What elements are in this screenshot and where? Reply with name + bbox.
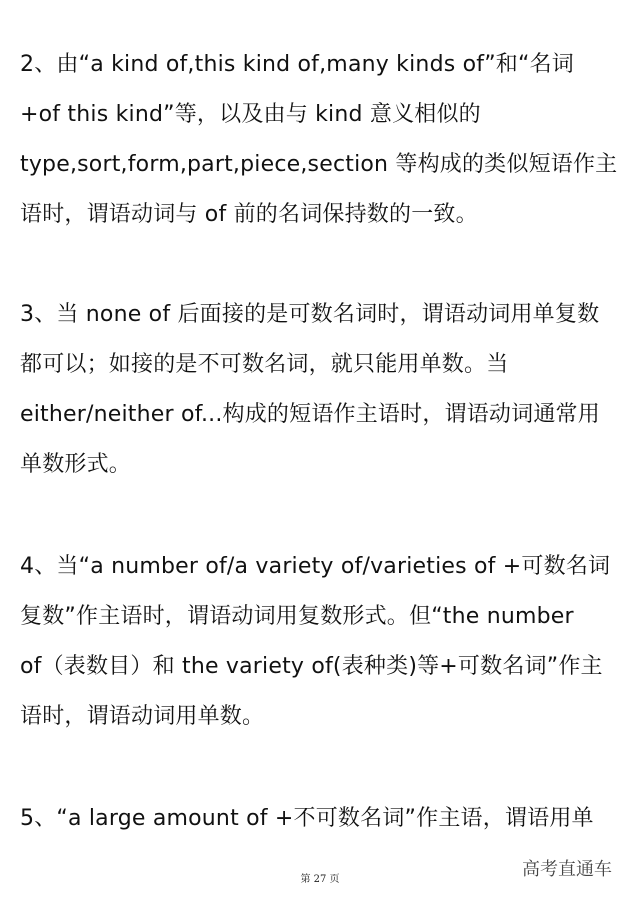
paragraph-line: either/neither of...构成的短语作主语时，谓语动词通常用: [20, 402, 600, 427]
paragraph-line: 4、当“a number of/a variety of/varieties of +可数名词: [20, 554, 611, 579]
paragraph-line: 语时，谓语动词用单数。: [20, 704, 265, 729]
paragraph-line: 3、当 none of 后面接的是可数名词时，谓语动词用单复数: [20, 302, 600, 327]
paragraph-line: 5、“a large amount of +不可数名词”作主语，谓语用单: [20, 806, 594, 831]
watermark-text: 高考直通车: [522, 859, 612, 880]
paragraph-line: 2、由“a kind of,this kind of,many kinds of”和“名词: [20, 52, 574, 77]
paragraph-line: +of this kind”等，以及由与 kind 意义相似的: [20, 102, 481, 127]
paragraph-line: of（表数目）和 the variety of(表种类)等+可数名词”作主: [20, 654, 603, 679]
paragraph-line: 语时，谓语动词与 of 前的名词保持数的一致。: [20, 202, 478, 227]
paragraph-line: 复数”作主语时，谓语动词用复数形式。但“the number: [20, 604, 574, 629]
page-number: 第 27 页: [300, 874, 340, 885]
paragraph-line: 单数形式。: [20, 452, 132, 477]
paragraph-line: 都可以；如接的是不可数名词，就只能用单数。当: [20, 352, 509, 377]
paragraph-line: type,sort,form,part,piece,section 等构成的类似短语作主: [20, 152, 618, 177]
